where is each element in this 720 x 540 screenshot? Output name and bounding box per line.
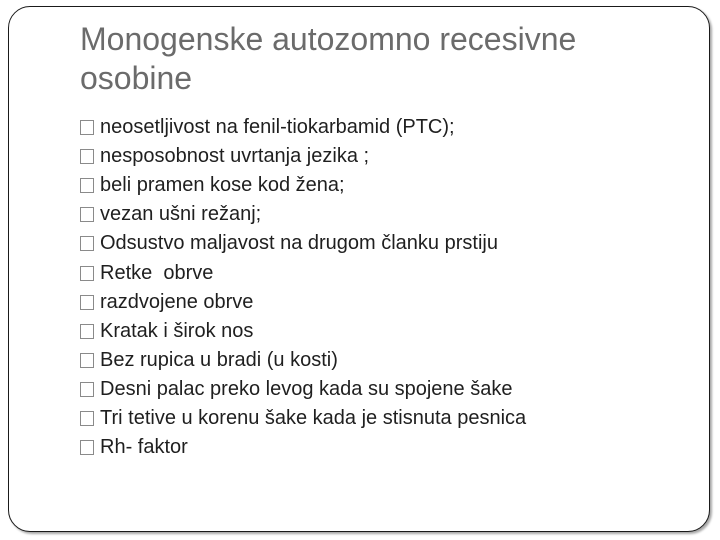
- list-item: [80, 375, 526, 404]
- square-bullet-icon: [80, 382, 94, 397]
- square-bullet-icon: [80, 324, 94, 339]
- bullet-list: [80, 113, 526, 462]
- list-item-text: vezan ušni režanj;: [100, 203, 262, 226]
- list-item-text: Tri tetive u korenu šake kada je stisnuta pesnica: [100, 406, 527, 429]
- list-item: [80, 200, 526, 229]
- list-item-text: Bez rupica u bradi (u kosti): [100, 348, 338, 371]
- list-item-text: Retke obrve: [100, 261, 214, 284]
- slide-title: Monogenske autozomno recesivne osobine: [80, 21, 577, 96]
- list-item: [80, 142, 526, 171]
- list-item-text: Odsustvo maljavost na drugom članku prstiju: [100, 232, 498, 255]
- list-item: [80, 171, 526, 200]
- square-bullet-icon: [80, 411, 94, 426]
- list-item: [80, 288, 526, 317]
- list-item: [80, 229, 526, 258]
- list-item-text: razdvojene obrve: [100, 290, 254, 313]
- list-item: [80, 433, 526, 462]
- square-bullet-icon: [80, 178, 94, 193]
- list-item: [80, 317, 526, 346]
- list-item: [80, 258, 526, 287]
- list-item-text: Desni palac preko levog kada su spojene šake: [100, 377, 513, 400]
- list-item: [80, 113, 526, 142]
- list-item-text: neosetljivost na fenil-tiokarbamid (PTC);: [100, 116, 455, 139]
- square-bullet-icon: [80, 295, 94, 310]
- square-bullet-icon: [80, 266, 94, 281]
- square-bullet-icon: [80, 353, 94, 368]
- square-bullet-icon: [80, 440, 94, 455]
- square-bullet-icon: [80, 207, 94, 222]
- list-item: [80, 404, 526, 433]
- list-item: [80, 346, 526, 375]
- square-bullet-icon: [80, 120, 94, 135]
- square-bullet-icon: [80, 149, 94, 164]
- square-bullet-icon: [80, 236, 94, 251]
- list-item-text: nesposobnost uvrtanja jezika ;: [100, 145, 370, 168]
- list-item-text: Rh- faktor: [100, 436, 188, 459]
- list-item-text: beli pramen kose kod žena;: [100, 174, 345, 197]
- list-item-text: Kratak i širok nos: [100, 319, 254, 342]
